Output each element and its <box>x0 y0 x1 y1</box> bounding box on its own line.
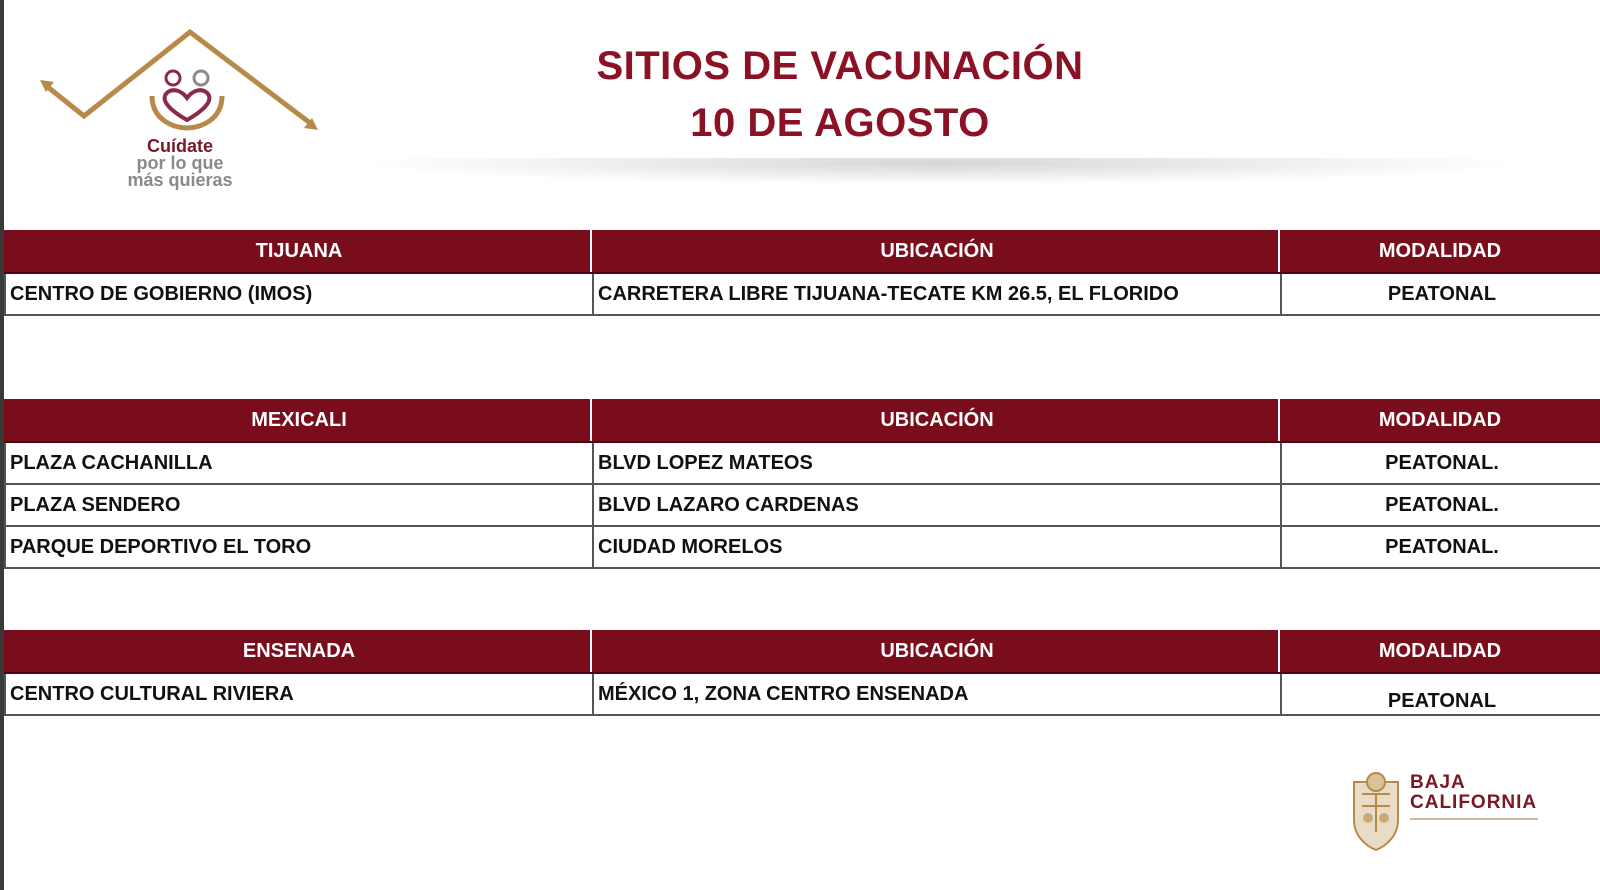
footer-logo-subline-decoration <box>1410 816 1538 822</box>
site-modality: PEATONAL. <box>1385 535 1499 558</box>
site-modality: PEATONAL. <box>1385 493 1499 516</box>
table-row <box>4 485 1600 527</box>
site-location: BLVD LAZARO CARDENAS <box>594 485 1282 525</box>
site-modality: PEATONAL <box>1387 689 1497 712</box>
header-modality: MODALIDAD <box>1378 239 1502 262</box>
baja-california-logo <box>1348 772 1548 852</box>
site-modality: PEATONAL. <box>1385 451 1499 474</box>
header-modality: MODALIDAD <box>1378 639 1502 662</box>
header-location: UBICACIÓN <box>592 399 1280 441</box>
table-row <box>4 443 1600 485</box>
site-location: MÉXICO 1, ZONA CENTRO ENSENADA <box>594 674 1282 714</box>
table-header-row <box>4 230 1600 274</box>
header-city: MEXICALI <box>4 399 592 441</box>
site-location: CIUDAD MORELOS <box>594 527 1282 567</box>
header-modality: MODALIDAD <box>1378 408 1502 431</box>
logo-text-line1: Cuídate <box>146 136 213 156</box>
site-name: PLAZA SENDERO <box>6 485 594 525</box>
header-location: UBICACIÓN <box>592 630 1280 672</box>
header-location: UBICACIÓN <box>592 230 1280 272</box>
site-modality: PEATONAL <box>1387 282 1497 305</box>
site-location: BLVD LOPEZ MATEOS <box>594 443 1282 483</box>
table-ensenada <box>4 630 1600 716</box>
table-mexicali <box>4 399 1600 569</box>
site-name: CENTRO CULTURAL RIVIERA <box>6 674 594 714</box>
page-title: SITIOS DE VACUNACIÓN <box>596 44 1084 88</box>
table-row <box>4 527 1600 569</box>
title-underline-shadow <box>370 158 1510 184</box>
site-name: PARQUE DEPORTIVO EL TORO <box>6 527 594 567</box>
site-name: PLAZA CACHANILLA <box>6 443 594 483</box>
site-location: CARRETERA LIBRE TIJUANA-TECATE KM 26.5, EL FLORIDO <box>594 274 1282 314</box>
table-header-row <box>4 630 1600 674</box>
table-row <box>4 274 1600 316</box>
table-header-row <box>4 399 1600 443</box>
header-city: TIJUANA <box>4 230 592 272</box>
logo-text-line3: más quieras <box>127 170 233 190</box>
footer-logo-line2: CALIFORNIA <box>1410 792 1538 813</box>
table-tijuana <box>4 230 1600 316</box>
page-subtitle-date: 10 DE AGOSTO <box>690 101 990 145</box>
site-name: CENTRO DE GOBIERNO (IMOS) <box>6 274 594 314</box>
coat-of-arms-icon <box>1348 772 1404 852</box>
house-arrow-icon <box>40 28 330 138</box>
logo-text-line2: por lo que <box>136 153 224 173</box>
footer-logo-line1: BAJA <box>1410 772 1466 793</box>
table-row <box>4 674 1600 716</box>
header-city: ENSENADA <box>4 630 592 672</box>
campaign-logo <box>40 28 330 198</box>
